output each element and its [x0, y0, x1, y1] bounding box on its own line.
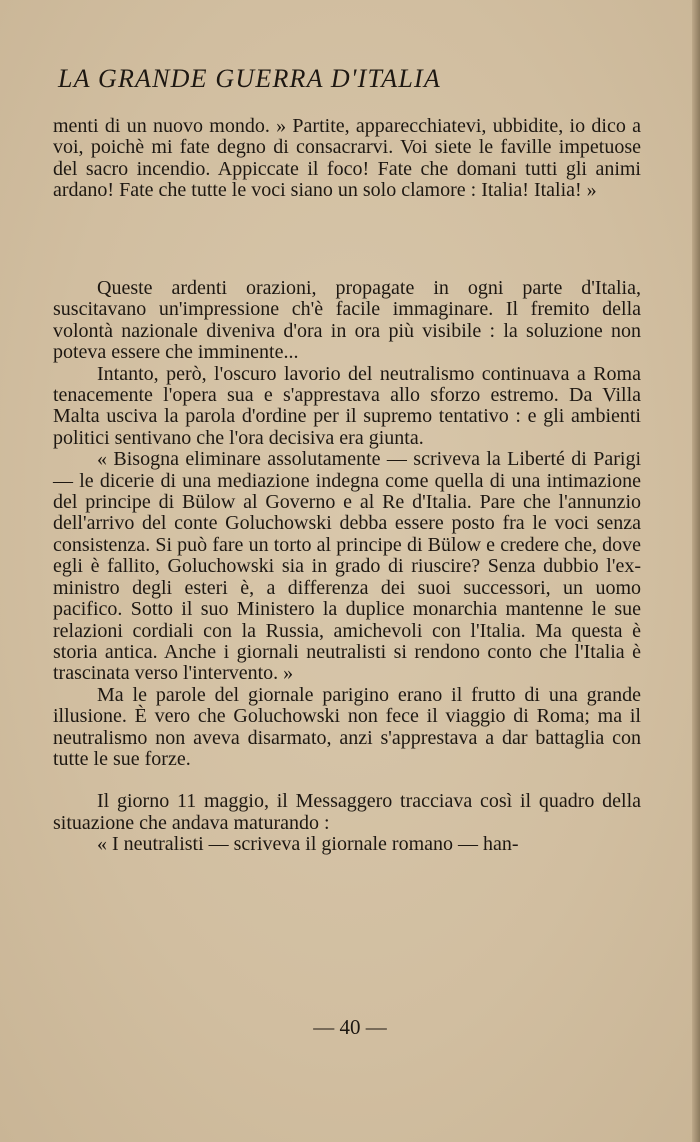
running-head: LA GRANDE GUERRA D'ITALIA	[58, 64, 441, 93]
page-edge	[692, 0, 700, 1142]
paragraph: Intanto, però, l'oscuro lavorio del neutralismo continuava a Roma tenacemente l'opera sua e s'apprestava allo sforzo estremo. Da Villa Malta usciva la parola d'ordine per il supremo tentativo : e gli ambienti politici sentivano che l'ora decisiva era giunta.	[53, 362, 641, 449]
paragraph: Ma le parole del giornale parigino erano il frutto di una grande illusione. È vero che Goluchowski non fece il viaggio di Roma; ma il neutralismo non aveva disarmato, anzi s'apprestava a dar battaglia con tutte le sue forze.	[53, 683, 641, 770]
paragraph: « Bisogna eliminare assolutamente — scriveva la Liberté di Parigi — le dicerie di una mediazione indegna come quella di una intimazione del principe di Bülow al Governo e al Re d'Italia. Pare che l'annunzio dell'arrivo del conte Goluchowski debba essere posto fra le voci senza consistenza. Si può fare un torto al principe di Bülow e credere che, dove egli è fallito, Goluchowski sia in grado di riuscire? Senza dubbio l'ex-ministro degli esteri è, a differenza dei suoi successori, un uomo pacifico. Sotto il suo Ministero la duplice monarchia mantenne le sue relazioni cordiali con la Russia, amichevoli con l'Italia. Ma questa è storia antica. Anche i giornali neutralisti si rendono conto che l'Italia è trascinata verso l'intervento. »	[53, 448, 641, 685]
paragraph: « I neutralisti — scriveva il giornale romano — han-	[97, 833, 519, 856]
text-block-main	[53, 278, 641, 856]
page-number: — 40 —	[313, 1015, 387, 1039]
paragraph: Il giorno 11 maggio, il Messaggero tracciava così il quadro della situazione che andava maturando :	[53, 790, 641, 834]
text-block-continuation	[53, 116, 641, 202]
paragraph: menti di un nuovo mondo. » Partite, apparecchiatevi, ubbidite, io dico a voi, poichè mi fate degno di consacrarvi. Voi siete le faville impetuose del sacro incendio. Appiccate il foco! Fate che domani tutti gli animi ardano! Fate che tutte le voci siano un solo clamore : Italia! Italia! »	[53, 115, 641, 202]
paragraph: Queste ardenti orazioni, propagate in ogni parte d'Italia, suscitavano un'impressione ch'è facile immaginare. Il fremito della volontà nazionale diveniva d'ora in ora più visibile : la soluzione non poteva essere che imminente...	[53, 277, 641, 364]
